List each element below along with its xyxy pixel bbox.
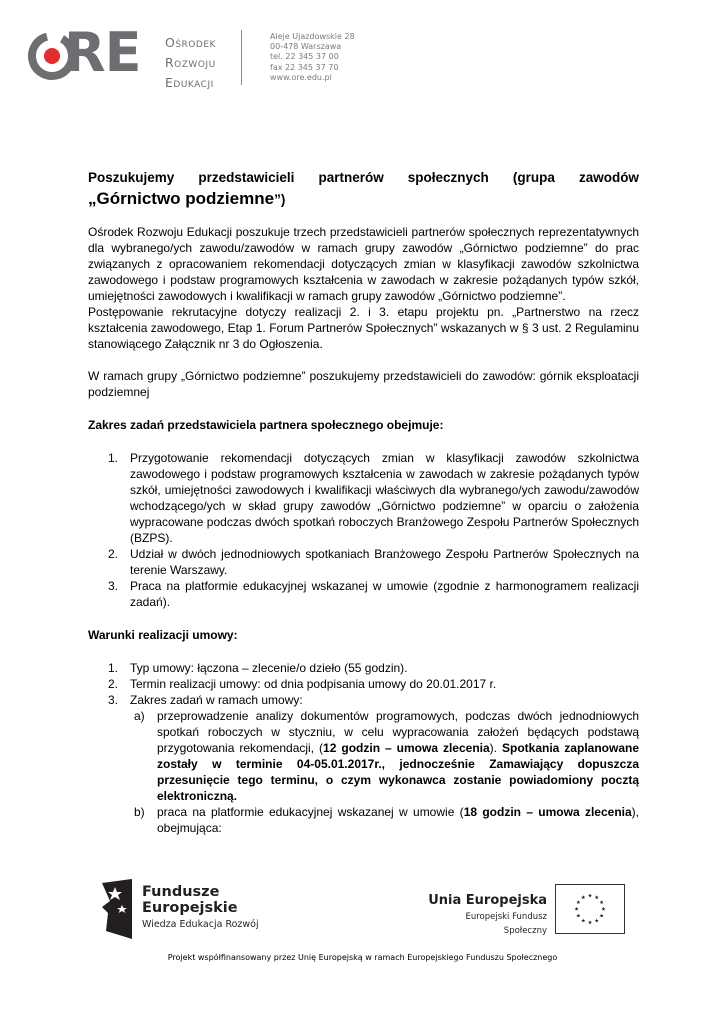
eu-star-icon bbox=[600, 900, 604, 904]
group-paragraph: W ramach grupy „Górnictwo podziemne” poszukujemy przedstawicieli do zawodów: górnik eksploatacji podziemnej bbox=[88, 369, 639, 399]
title-close: ”) bbox=[274, 192, 286, 207]
eu-star-icon bbox=[576, 914, 580, 918]
eu-star-icon bbox=[581, 895, 585, 899]
letterhead-divider bbox=[241, 30, 242, 85]
document-title bbox=[88, 168, 639, 211]
title-word: partnerów bbox=[318, 170, 384, 185]
eu-star-icon bbox=[576, 900, 580, 904]
title-word: społecznych bbox=[407, 170, 489, 185]
sub-bold: 18 godzin – umowa zlecenia bbox=[463, 805, 632, 819]
eu-star-icon bbox=[588, 920, 592, 924]
list-item bbox=[88, 692, 639, 836]
list-text: Udział w dwóch jednodniowych spotkaniach Branżowego Zespołu Partnerów Społecznych na terenie Warszawy. bbox=[130, 547, 639, 577]
title-line-2 bbox=[88, 188, 639, 211]
address-line: fax 22 345 37 70 bbox=[270, 62, 339, 72]
intro-paragraph: Ośrodek Rozwoju Edukacji poszukuje trzech przedstawicieli partnerów społecznych reprezentatywnych dla wybranego/ych zawodu/zawodów w ramach grupy zawodów „Górnictwo podziemne” do prac związanych z opracowaniem rekomendacji dotyczących zmian w klasyfikacji zawodów szkolnictwa zawodowego i podstaw programowych kształcenia w zawodach w zakresie pożądanych typów szkół, umiejętności zawodowych i kwalifikacji w ramach grupy zawodów „Górnictwo podziemne”. bbox=[88, 225, 639, 303]
sub-text: ), obejmująca: bbox=[157, 805, 640, 835]
conditions-list bbox=[88, 660, 639, 836]
ue-line: Europejski Fundusz Społeczny bbox=[465, 912, 547, 936]
sub-bold: Spotkania zaplanowane zostały w terminie 04-05.01.2017r., jednocześnie Zamawiający dopuszcza przesunięcie tego terminu, o czym wykonawca zostanie powiadomiony pocztą elektroniczną. bbox=[157, 741, 639, 803]
ore-logo-text: RE bbox=[64, 21, 141, 84]
list-number: 1. bbox=[108, 661, 119, 675]
address-line: www.ore.edu.pl bbox=[270, 72, 332, 82]
ue-line: Unia Europejska bbox=[428, 893, 547, 908]
fe-star-icon bbox=[102, 879, 132, 939]
fe-line: Europejskie bbox=[142, 900, 238, 916]
procedure-paragraph: Postępowanie rekrutacyjne dotyczy realizacji 2. i 3. etapu projektu pn. „Partnerstwo na rzecz kształcenia zawodowego, Etap 1. Forum Partnerów Społecznych” wskazanych w § 3 ust. 2 Regulaminu stanowiącego Załącznik nr 3 do Ogłoszenia. bbox=[88, 305, 639, 351]
address-line: 00-478 Warszawa bbox=[270, 42, 342, 52]
address-line: tel. 22 345 37 00 bbox=[270, 52, 339, 62]
eu-star-icon bbox=[575, 907, 579, 911]
list-text: Zakres zadań w ramach umowy: bbox=[130, 693, 303, 707]
org-name bbox=[165, 33, 216, 93]
eu-flag-icon bbox=[555, 884, 625, 934]
org-name-line: Rozwoju bbox=[165, 55, 216, 70]
sub-list-item bbox=[134, 708, 639, 804]
list-item bbox=[88, 660, 639, 676]
list-item bbox=[88, 578, 639, 610]
title-word: przedstawicieli bbox=[198, 170, 295, 185]
eu-star-icon bbox=[601, 907, 605, 911]
list-text: Praca na platformie edukacyjnej wskazanej w umowie (zgodnie z harmonogramem realizacji zadań). bbox=[130, 579, 639, 609]
title-group-name: „Górnictwo podziemne bbox=[88, 189, 275, 208]
org-name-line: Ośrodek bbox=[165, 35, 216, 50]
list-item bbox=[88, 450, 639, 546]
list-text: Termin realizacji umowy: od dnia podpisania umowy do 20.01.2017 r. bbox=[130, 677, 497, 691]
conditions-heading: Warunki realizacji umowy: bbox=[88, 628, 238, 642]
eu-star-icon bbox=[581, 919, 585, 923]
title-word: zawodów bbox=[578, 170, 639, 185]
eu-star-icon bbox=[588, 893, 592, 897]
sub-list bbox=[134, 708, 640, 836]
sub-bold: 12 godzin – umowa zlecenia bbox=[323, 741, 490, 755]
footer-note: Projekt współfinansowany przez Unię Europejską w ramach Europejskiego Funduszu Społecznego bbox=[167, 953, 558, 962]
tasks-list bbox=[88, 450, 639, 610]
sub-text: przeprowadzenie analizy dokumentów programowych, podczas dwóch jednodniowych spotkań roboczych w styczniu, w celu wypracowania założeń będących podstawą przygotowania rekomendacji, ( bbox=[157, 709, 639, 755]
tasks-heading: Zakres zadań przedstawiciela partnera społecznego obejmuje: bbox=[88, 418, 444, 432]
list-item bbox=[88, 546, 639, 578]
list-number: 3. bbox=[108, 693, 119, 707]
sub-list-letter: a) bbox=[134, 709, 145, 723]
unia-europejska-text bbox=[420, 893, 547, 938]
list-text: Typ umowy: łączona – zlecenie/o dzieło (55 godzin). bbox=[130, 661, 408, 675]
list-item bbox=[88, 676, 639, 692]
fe-line: Wiedza Edukacja Rozwój bbox=[142, 919, 259, 930]
address-line: Aleje Ujazdowskie 28 bbox=[270, 32, 355, 41]
list-number: 1. bbox=[108, 451, 119, 465]
org-name-line: Edukacji bbox=[165, 75, 214, 90]
list-number: 2. bbox=[108, 547, 119, 561]
title-line-1 bbox=[88, 168, 639, 188]
sub-list-letter: b) bbox=[134, 805, 145, 819]
title-word: Poszukujemy bbox=[88, 170, 175, 185]
fe-line: Fundusze bbox=[142, 884, 220, 900]
list-text: Przygotowanie rekomendacji dotyczących zmian w klasyfikacji zawodów szkolnictwa zawodowego i podstaw programowych kształcenia w zawodach w zakresie pożądanych typów szkół, umiejętności zawodowych i kwalifikacji właściwych dla wybranego/ych zawodu/zawodów wchodzącego/ych w skład grupy zawodów „Górnictwo podziemne” w oparciu o założenia wypracowane podczas dwóch spotkań roboczych Branżowego Zespołu Partnerów Społecznych (BZPS). bbox=[130, 451, 639, 545]
list-number: 2. bbox=[108, 677, 119, 691]
eu-star-icon bbox=[595, 895, 599, 899]
eu-star-icon bbox=[595, 919, 599, 923]
ore-logo-dot bbox=[44, 48, 60, 64]
list-number: 3. bbox=[108, 579, 119, 593]
title-word: (grupa bbox=[512, 170, 555, 185]
eu-star-icon bbox=[600, 914, 604, 918]
sub-text: praca na platformie edukacyjnej wskazanej w umowie ( bbox=[157, 805, 464, 819]
address-block bbox=[270, 32, 355, 83]
document-body bbox=[88, 224, 639, 836]
sub-list-item bbox=[134, 804, 640, 836]
sub-text: ). bbox=[489, 741, 502, 755]
fundusze-europejskie-text bbox=[142, 884, 259, 932]
